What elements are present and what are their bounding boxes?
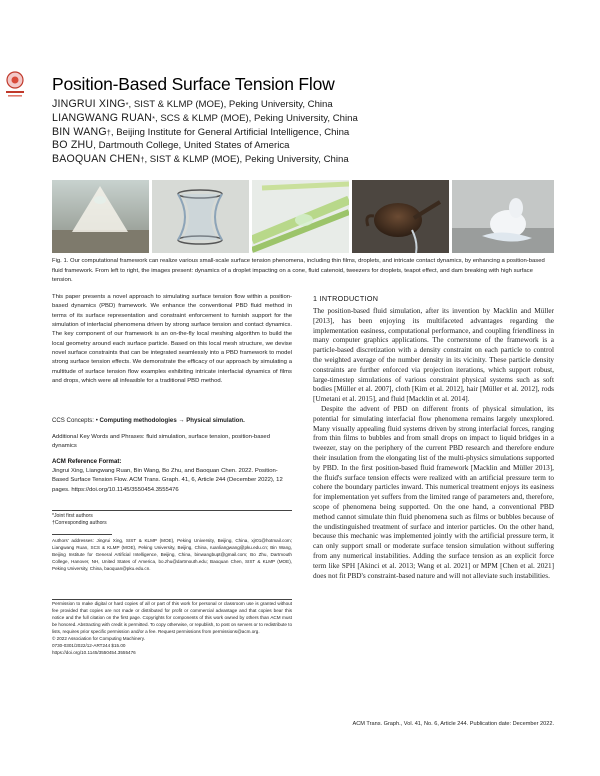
paragraph: Despite the advent of PBD on different fronts of physical simulation, its potential for simulating interfacial flow phenomena remains largely unexplored. Many visually appealing fluid systems driven by strong interfacial forces, ranging from thin films to bubbles and from small drops on impact to liquid bridges in a tweezer, stay on the periphery of the current PBD research and therefore endure their insulation from the elongating list of the multi-physics simulations supported by PBD. In the first position-based fluid framework [Macklin and Müller 2013], the fluid's surface tension effects were realized with an artificial pressure term to cohere the boundary particles inward. This numerical treatment enjoys its easiness for implementation yet suffers from the limited range of parameters and, therefore, scope of phenomena being supported. On the one hand, a conventional PBD method cannot simulate thin fluid phenomena such as films or bubbles because of the undistinguished treatment of surface and interior particles. On the other hand, because this mechanic was implemented jointly with the artificial pressure term, it can only support small or moderate surface tension simulation without suffering from any numerical instabilities. Adding the surface tension as an explicit force term like SPH [Akinci et al. 2013; Wang et al. 2021] or MPM [Chen et al. 2021] does not fit PBD's constraint-based nature and will not alleviate such instabilities. <box>313 404 554 580</box>
figure-panel-teapot <box>352 180 449 253</box>
author-line: JINGRUI XING*, SIST & KLMP (MOE), Peking University, China <box>52 98 333 110</box>
doi-link[interactable]: https://doi.org/10.1145/3550454.3555476 <box>52 650 136 655</box>
author-line: BO ZHU, Dartmouth College, United States of America <box>52 139 290 152</box>
footnotes <box>52 510 292 527</box>
figure-panel-dam-break <box>452 180 554 253</box>
figure-caption: Fig. 1. Our computational framework can realize various small-scale surface tension phenomena, including thin films, droplets, and intricate contact dynamics, by enhancing a position-based fluid framework. From left to right, the images present: dynamics of a droplet impacting on a cone, fluid catenoid, tweezers for droplets, teapot effect, and dam breaking with high surface tension. <box>52 258 545 284</box>
acm-reference-text: Jingrui Xing, Liangwang Ruan, Bin Wang, Bo Zhu, and Baoquan Chen. 2022. Position-Based Surface Tension Flow. ACM Trans. Graph. 41, 6, Article 244 (December 2022), 12 pages. https://doi.org/10.1145/3550454.3555476 <box>52 468 283 493</box>
footnote: *Joint first authors <box>52 513 93 519</box>
keywords: Additional Key Words and Phrases: fluid simulation, surface tension, position-based dynamics <box>52 434 270 450</box>
figure-panel-fluid-catenoid <box>152 180 249 253</box>
author-line: BAOQUAN CHEN†, SIST & KLMP (MOE), Peking University, China <box>52 153 349 166</box>
section-heading-introduction: 1 INTRODUCTION <box>313 294 379 303</box>
figure-panel-droplet-cone <box>52 180 149 253</box>
author-line: LIANGWANG RUAN*, SCS & KLMP (MOE), Peking University, China <box>52 111 358 124</box>
teaser-figure <box>52 180 554 253</box>
acm-reference-heading: ACM Reference Format: <box>52 458 122 465</box>
paragraph: The position-based fluid simulation, after its invention by Macklin and Müller [2013], has been enjoying its multifaceted advantages regarding the implementation easiness, computational performance, and coupling friendliness in many computer graphics applications. The cornerstone of the framework is a particle-based discretization with a density constraint on each particle to control the weighted average of the number density in its vicinity. These particle density constraints are further enforced via projection iterations, which support robust, large-timestep simulations of various constraint physical systems such as soft bodies [Müller et al. 2007], cloth [Kim et al. 2012], hair [Müller et al. 2012], rods [Umetani et al. 2015], and fluid [Macklin et al. 2014]. <box>313 307 554 404</box>
introduction-body <box>313 307 554 581</box>
footnote: †Corresponding authors <box>52 520 107 527</box>
permission-notice: Permission to make digital or hard copies of all or part of this work for personal or classroom use is granted without fee provided that copies are not made or distributed for profit or commercial advantage and that copies bear this notice and the full citation on the first page. Copyrights for components of this work owned by others than ACM must be honored. Abstracting with credit is permitted. To copy otherwise, or republish, to post on servers or to redistribute to lists, requires prior specific permission and/or a fee. Request permissions from permissions@acm.org. © 2022 Association for Computing Machinery. 0730-0301/2022/12-ART244 $15.00 https://doi.org/10.1145/3550454.3555476 <box>52 601 292 655</box>
abstract: This paper presents a novel approach to simulating surface tension flow within a position-based dynamics (PBD) framework. We enhance the conventional PBD fluid method in terms of its surface representation and constraint enforcement to furnish support for the simulation of interfacial phenomena driven by strong surface tension and contact dynamics. The key component of our framework is an on-the-fly local meshing algorithm to build the local geometry around each surface particle. Based on this local mesh structure, we devise novel surface constraints that can be integrated seamlessly into a PBD framework to model strong surface tension effects. We demonstrate the efficacy of our approach by simulating a multitude of surface tension flow examples exhibiting intricate interfacial dynamics of films and drops, which were all infeasible for a traditional PBD method. <box>52 294 292 385</box>
author-addresses: Authors' addresses: Jingrui Xing, SIST & KLMP (MOE), Peking University, Beijing, China, xjr01@hotmail.com; Liangwang Ruan, SCS & KLMP (MOE), Peking University, Beijing, China, ruanliangwang@pku.edu.cn; Bin Wang, Beijing Institute for General Artificial Intelligence, Beijing, China, binwangbupt@gmail.com; Bo Zhu, Dartmouth College, Hanover, NH, United States of America, bo.zhu@dartmouth.edu; Baoquan Chen, SIST & KLMP (MOE), Peking University, China, baoquan@pku.edu.cn. <box>52 538 292 571</box>
acm-logo-icon <box>4 70 26 100</box>
ccs-concepts: CCS Concepts: • Computing methodologies → Physical simulation. <box>52 417 245 424</box>
divider <box>52 534 112 535</box>
running-footer: ACM Trans. Graph., Vol. 41, No. 6, Article 244. Publication date: December 2022. <box>352 721 554 727</box>
figure-panel-tweezers <box>252 180 349 253</box>
paper-title: Position-Based Surface Tension Flow <box>52 74 335 94</box>
author-list <box>52 98 358 167</box>
author-line: BIN WANG†, Beijing Institute for General Artificial Intelligence, China <box>52 125 350 138</box>
